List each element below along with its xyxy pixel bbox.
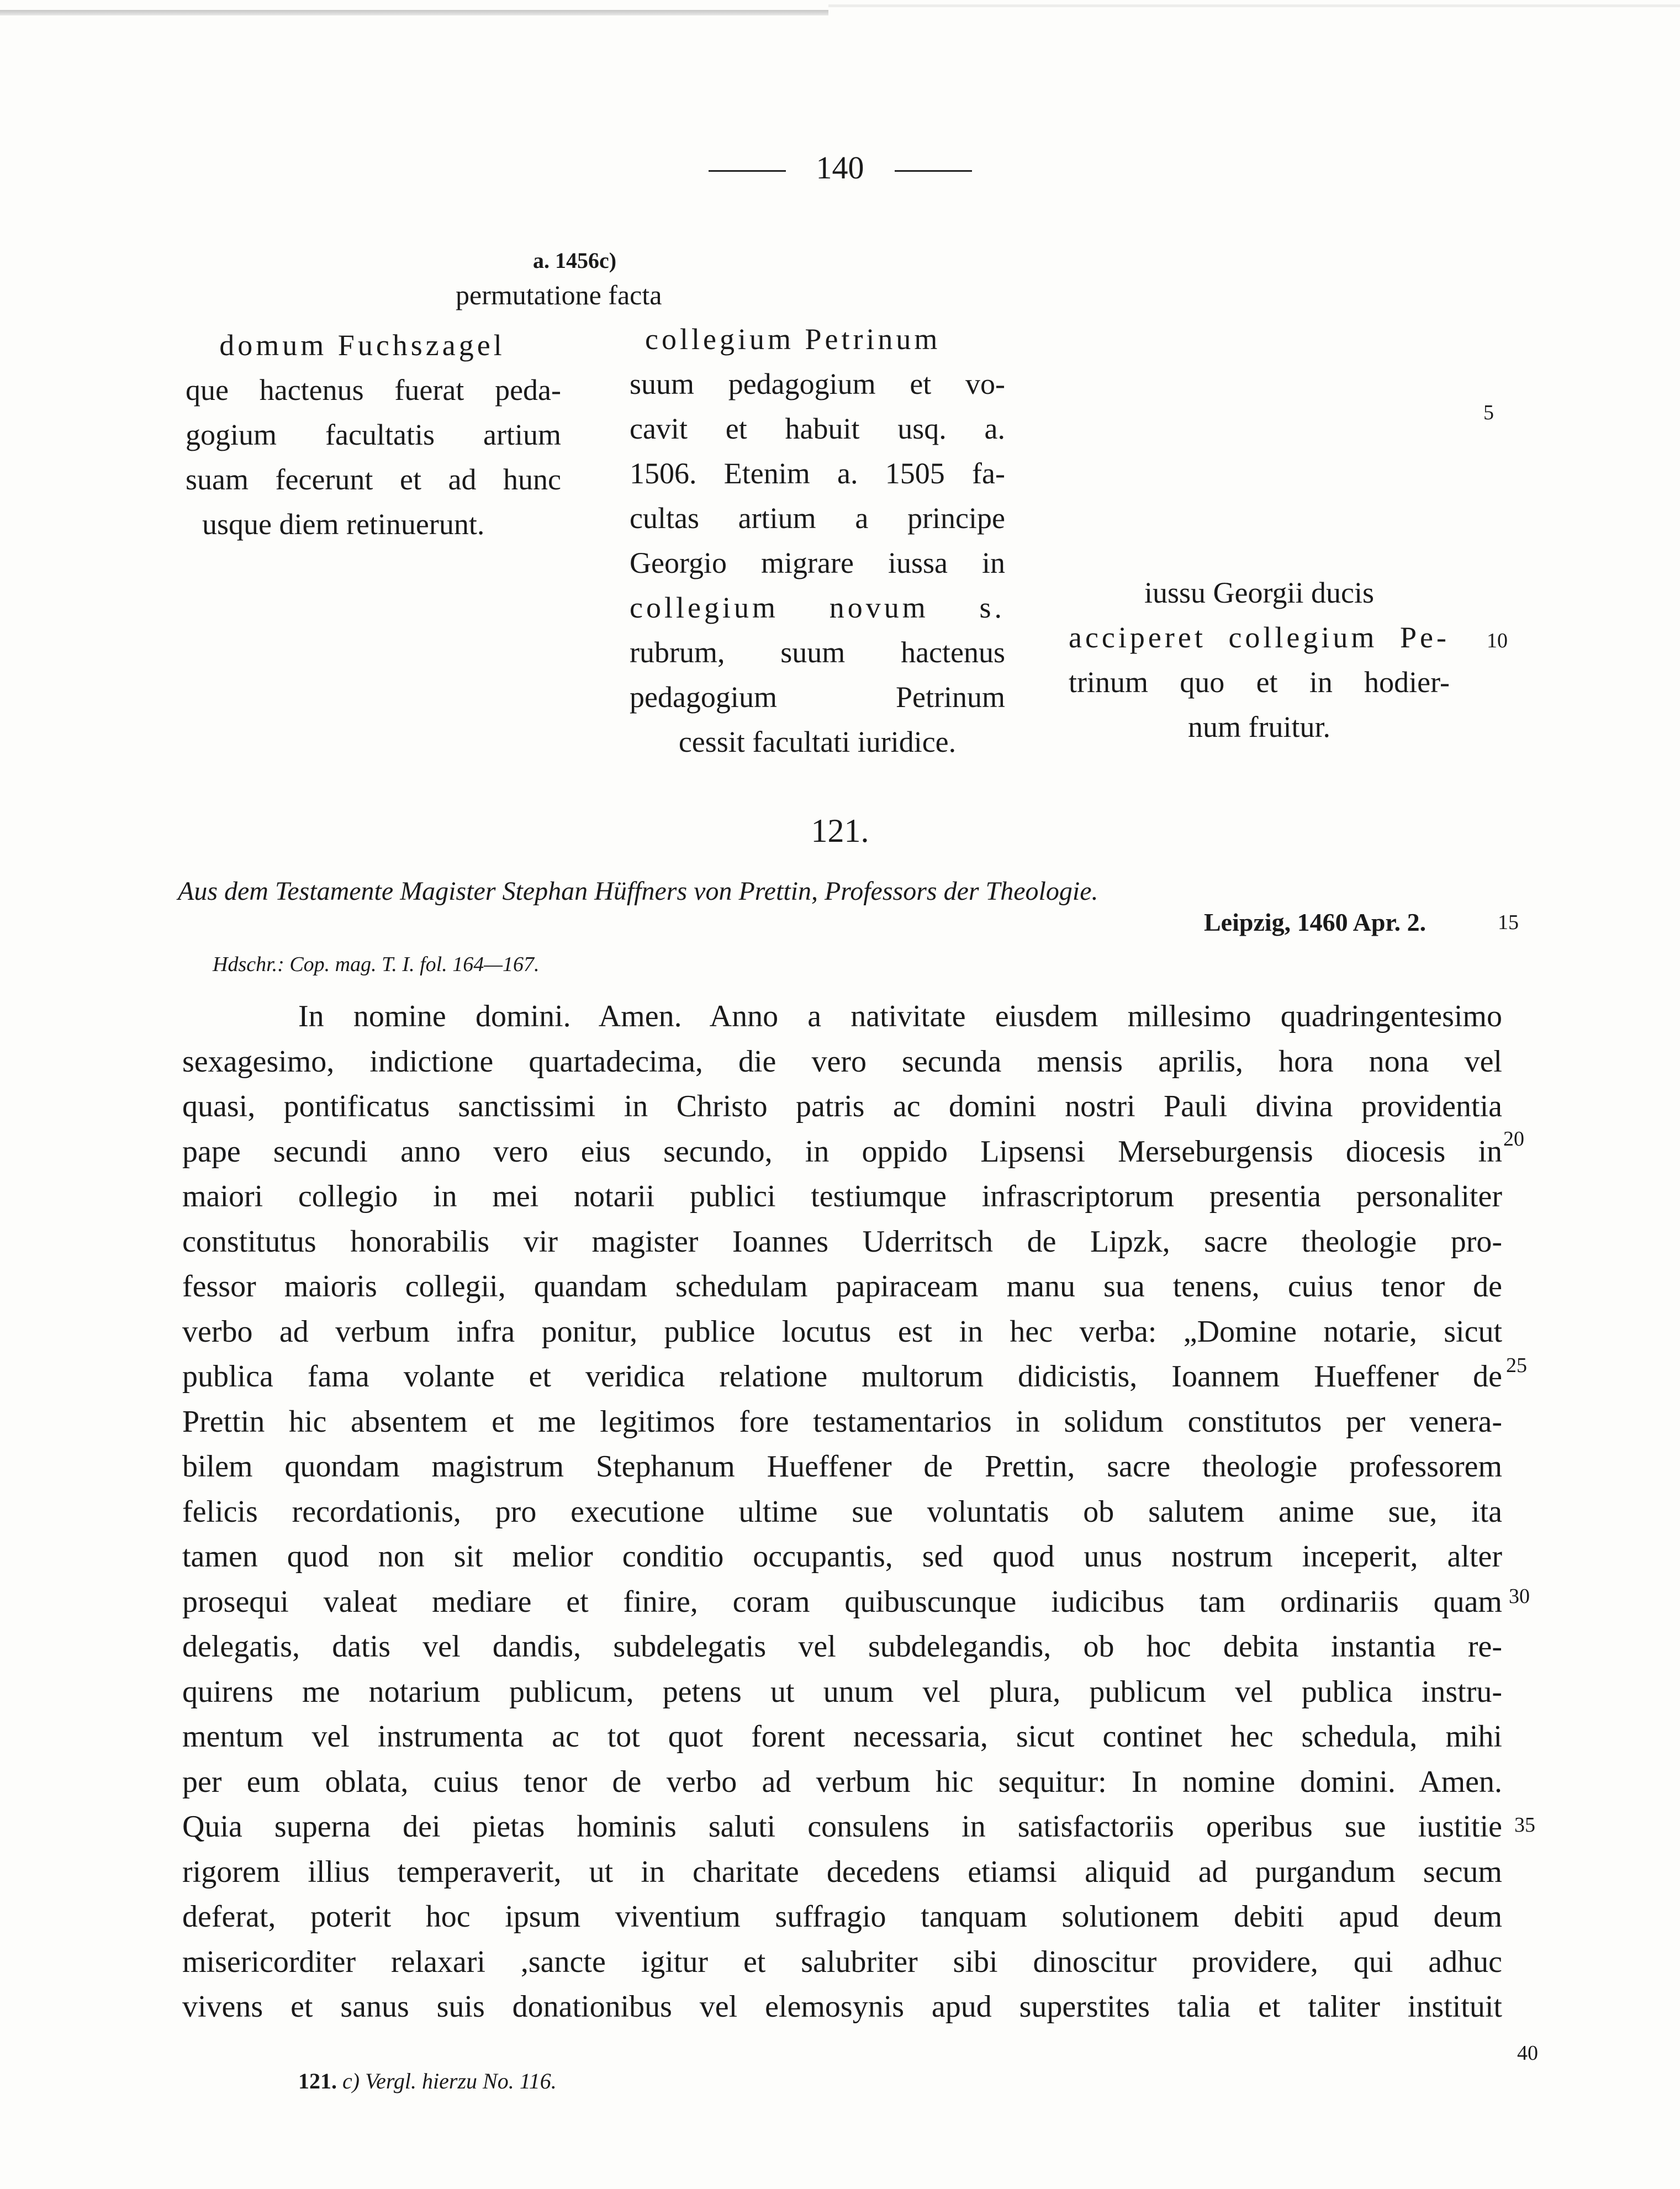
column-line: gogium facultatis artium (186, 418, 561, 451)
line-number: 10 (1487, 629, 1508, 652)
column-line: domum Fuchszagel (219, 329, 505, 362)
column-line: cessit facultati iuridice. (678, 725, 957, 758)
scan-artifact (0, 10, 828, 15)
body-line: bilem quondam magistrum Stephanum Hueffener de Prettin, sacre theologie professorem (182, 1449, 1502, 1484)
body-line: Quia superna dei pietas hominis saluti consulens in satisfactoriis operibus sue iustitie (182, 1810, 1502, 1844)
page-number: 140 (816, 150, 864, 186)
body-line: misericorditer relaxari ,sancte igitur et salubriter sibi dinoscitur providere, qui adhuc (182, 1944, 1502, 1979)
line-number: 25 (1506, 1354, 1527, 1377)
column-line: trinum quo et in hodier- (1069, 666, 1450, 699)
column-line: cavit et habuit usq. a. (630, 412, 1005, 445)
column-line: que hactenus fuerat peda- (186, 373, 561, 407)
document-date: Leipzig, 1460 Apr. 2. (1204, 908, 1427, 936)
footnote (298, 2068, 557, 2094)
body-line: per eum oblata, cuius tenor de verbo ad verbum hic sequitur: In nomine domini. Amen. (182, 1764, 1502, 1799)
line-number: 5 (1483, 401, 1494, 424)
header-rule-right (895, 170, 972, 172)
body-line: deferat, poterit hoc ipsum viventium suffragio tanquam solutionem debiti apud deum (182, 1900, 1502, 1934)
column-line: collegium novum s. (630, 591, 1005, 624)
section-subheading: permutatione facta (456, 279, 662, 310)
body-line: mentum vel instrumenta ac tot quot forent necessaria, sicut continet hec schedula, mihi (182, 1719, 1502, 1754)
body-line: tamen quod non sit melior conditio occupantis, sed quod unus nostrum inceperit, alter (182, 1539, 1502, 1574)
body-line: vivens et sanus suis donationibus vel elemosynis apud superstites talia et taliter instituit (182, 1990, 1502, 2024)
body-line: Prettin hic absentem et me legitimos fore testamentarios in solidum constitutos per venera- (182, 1404, 1502, 1439)
column-line: iussu Georgii ducis (1144, 576, 1374, 609)
footnote-text: c) Vergl. hierzu No. 116. (342, 2069, 557, 2093)
column-line: acciperet collegium Pe- (1069, 621, 1450, 654)
body-line: publica fama volante et veridica relatione multorum didicistis, Ioannem Hueffener de (182, 1359, 1502, 1394)
column-line: cultas artium a principe (630, 502, 1005, 535)
body-line: delegatis, datis vel dandis, subdelegatis vel subdelegandis, ob hoc debita instantia re- (182, 1629, 1502, 1664)
body-line: In nomine domini. Amen. Anno a nativitate eiusdem millesimo quadringentesimo (298, 999, 1502, 1033)
right-column (1069, 571, 1450, 750)
column-line: num fruitur. (1188, 710, 1330, 743)
body-line: quasi, pontificatus sanctissimi in Christo patris ac domini nostri Pauli divina providentia (182, 1089, 1502, 1123)
body-line: fessor maioris collegii, quandam schedulam papiraceam manu sua tenens, cuius tenor de (182, 1269, 1502, 1304)
line-number: 15 (1498, 911, 1519, 934)
column-line: pedagogium Petrinum (630, 681, 1005, 714)
line-number: 40 (1517, 2042, 1538, 2065)
line-number: 35 (1514, 1813, 1535, 1837)
document-body (182, 994, 1502, 2030)
document-title: Aus dem Testamente Magister Stephan Hüffners von Prettin, Professors der Theologie. (178, 877, 1098, 906)
document-number: 121. (811, 813, 869, 849)
column-line: rubrum, suum hactenus (630, 636, 1005, 669)
column-line: Georgio migrare iussa in (630, 546, 1005, 579)
body-line: verbo ad verbum infra ponitur, publice locutus est in hec verba: „Domine notarie, sicut (182, 1314, 1502, 1349)
column-line: collegium Petrinum (645, 323, 941, 356)
body-line: rigorem illius temperaverit, ut in charitate decedens etiamsi aliquid ad purgandum secum (182, 1854, 1502, 1889)
section-heading: a. 1456c) (533, 248, 617, 273)
column-line: 1506. Etenim a. 1505 fa- (630, 457, 1005, 490)
line-number: 20 (1503, 1127, 1524, 1151)
middle-column (630, 317, 1005, 764)
body-line: sexagesimo, indictione quartadecima, die vero secunda mensis aprilis, hora nona vel (182, 1044, 1502, 1079)
body-line: prosequi valeat mediare et finire, coram quibuscunque iudicibus tam ordinariis quam (182, 1584, 1502, 1619)
page-header (0, 149, 1680, 186)
body-line: quirens me notarium publicum, petens ut unum vel plura, publicum vel publica instru- (182, 1674, 1502, 1709)
body-line: constitutus honorabilis vir magister Ioannes Uderritsch de Lipzk, sacre theologie pro- (182, 1224, 1502, 1259)
body-line: pape secundi anno vero eius secundo, in oppido Lipsensi Merseburgensis diocesis in (182, 1134, 1502, 1169)
left-column (186, 323, 561, 547)
document-source: Hdschr.: Cop. mag. T. I. fol. 164—167. (213, 953, 540, 976)
column-line: usque diem retinuerunt. (202, 508, 485, 541)
column-line: suam fecerunt et ad hunc (186, 463, 561, 496)
line-number: 30 (1509, 1585, 1530, 1608)
footnote-number: 121. (298, 2069, 337, 2093)
header-rule-left (709, 170, 786, 172)
body-line: maiori collegio in mei notarii publici testiumque infrascriptorum presentia personaliter (182, 1179, 1502, 1214)
body-line: felicis recordationis, pro executione ultime sue voluntatis ob salutem anime sue, ita (182, 1494, 1502, 1529)
scan-artifact (828, 4, 1680, 7)
column-line: suum pedagogium et vo- (630, 367, 1005, 400)
